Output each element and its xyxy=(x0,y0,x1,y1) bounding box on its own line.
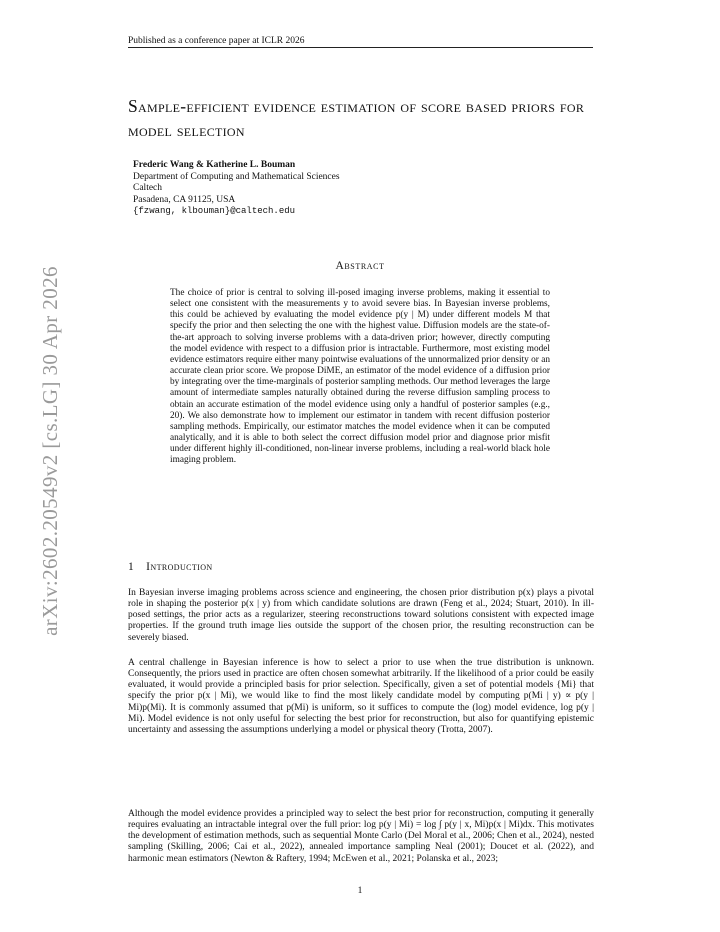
intro-paragraph-2: A central challenge in Bayesian inference is how to select a prior to use when the true distribution is unknown. Consequently, the priors used in practice are often chosen somewhat arbitrarily. If the likelihood of a prior could be easily evaluated, it would provide a principled basis for prior selection. Specifically, given a set of potential models {Mi} that specify the prior p(x | Mi), we would like to find the most likely candidate model by computing p(Mi | y) ∝ p(y | Mi)p(Mi). It is commonly assumed that p(Mi) is uniform, so it suffices to compute the (log) model evidence, log p(y | Mi). Model evidence is not only useful for selecting the best prior for reconstruction, but also for quantifying epistemic uncertainty and assessing the assumptions underlying a model or physical theory (Trotta, 2007). xyxy=(128,658,594,735)
section-title: Introduction xyxy=(146,561,213,573)
intro-paragraph-3: Although the model evidence provides a principled way to select the best prior for reconstruction, computing it generally requires evaluating an intractable integral over the full prior: log p(y | Mi) = log ∫ p(y | x, Mi)p(x | Mi)dx. This motivates the development of estimation methods, such as sequential Monte Carlo (Del Moral et al., 2006; Chen et al., 2024), nested sampling (Skilling, 2006; Cai et al., 2022), annealed importance sampling Neal (2001); Doucet et al. (2022), and harmonic mean estimators (Newton & Raftery, 1994; McEwen et al., 2021; Polanska et al., 2023; xyxy=(128,809,594,864)
paper-title: Sample-efficient evidence estimation of score based priors for model selection xyxy=(128,96,585,140)
author-institution: Caltech xyxy=(133,183,163,193)
abstract-body: The choice of prior is central to solving ill-posed imaging inverse problems, making it essential to select one consistent with the measurements y to avoid severe bias. In Bayesian inverse problems, this could be achieved by evaluating the model evidence p(y | M) under different models M that specify the prior and then selecting the one with the highest value. Diffusion models are the state-of-the-art approach to solving inverse problems with a data-driven prior; however, directly computing the model evidence with respect to a diffusion prior is intractable. Furthermore, most existing model evidence estimators require either many pointwise evaluations of the unnormalized prior density or an accurate clean prior score. We propose DiME, an estimator of the model evidence of a diffusion prior by integrating over the time-marginals of posterior sampling methods. Our method leverages the large amount of intermediate samples naturally obtained during the reverse diffusion sampling process to obtain an accurate estimation of the model evidence using only a handful of posterior samples (e.g., 20). We also demonstrate how to implement our estimator in tandem with recent diffusion posterior sampling methods. Empirically, our estimator matches the model evidence when it can be computed analytically, and it is able to both select the correct diffusion model prior and diagnose prior misfit under different highly ill-conditioned, non-linear inverse problems, including a real-world black hole imaging problem. xyxy=(170,288,550,466)
author-address: Pasadena, CA 91125, USA xyxy=(133,194,236,205)
arxiv-stamp-text: arXiv:2602.20549v2 [cs.LG] 30 Apr 2026 xyxy=(37,266,62,636)
author-email: {fzwang, klbouman}@caltech.edu xyxy=(133,206,296,216)
arxiv-stamp xyxy=(20,0,80,646)
abstract-heading-text: Abstract xyxy=(335,260,385,272)
page-number: 1 xyxy=(357,886,363,896)
author-department: Department of Computing and Mathematical Sciences xyxy=(133,171,340,182)
author-names: Frederic Wang & Katherine L. Bouman xyxy=(133,160,296,170)
section-heading xyxy=(128,561,528,573)
author-block xyxy=(133,160,433,218)
intro-paragraph-1: In Bayesian inverse imaging problems across science and engineering, the chosen prior distribution p(x) plays a pivotal role in shaping the posterior p(x | y) from which candidate solutions are drawn (Feng et al., 2024; Stuart, 2010). In ill-posed settings, the prior acts as a regularizer, steering reconstructions toward solutions consistent with expected image properties. If the ground truth image lies outside the support of the chosen prior, the resulting reconstruction can be severely biased. xyxy=(128,588,594,643)
abstract-heading xyxy=(0,260,720,272)
running-header: Published as a conference paper at ICLR 2026 xyxy=(128,36,305,46)
header-rule xyxy=(128,47,593,48)
section-number: 1 xyxy=(128,561,135,573)
